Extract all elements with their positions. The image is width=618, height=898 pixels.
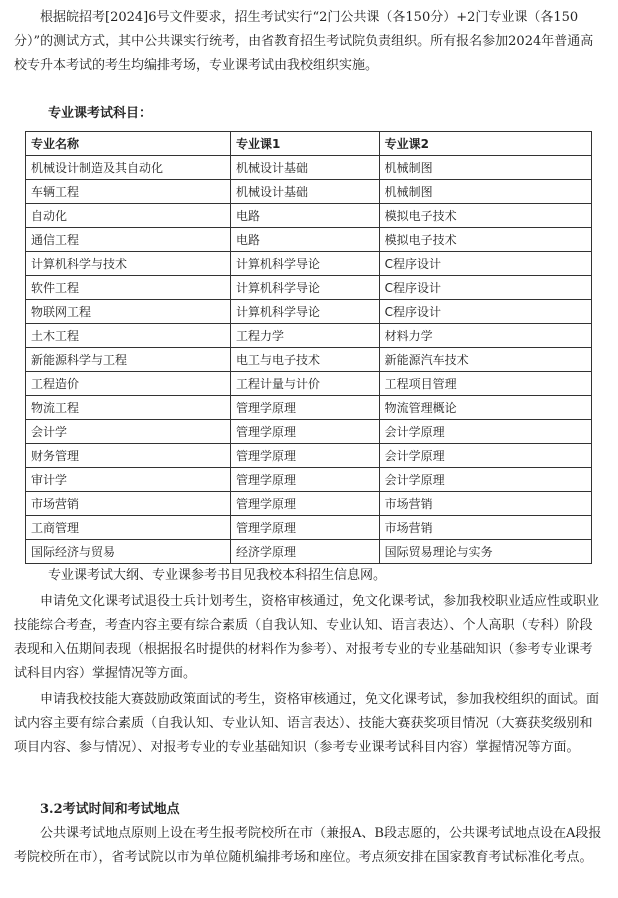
cell-course-2: C程序设计 — [379, 300, 591, 324]
table-row — [26, 252, 592, 276]
header-course-1: 专业课1 — [230, 132, 379, 156]
table-row — [26, 348, 592, 372]
cell-course-2: 市场营销 — [379, 492, 591, 516]
cell-course-2: 物流管理概论 — [379, 396, 591, 420]
cell-major: 市场营销 — [26, 492, 231, 516]
cell-course-1: 管理学原理 — [230, 444, 379, 468]
cell-course-2: 会计学原理 — [379, 420, 591, 444]
cell-course-2: 机械制图 — [379, 180, 591, 204]
cell-course-1: 计算机科学导论 — [230, 252, 379, 276]
cell-major: 土木工程 — [26, 324, 231, 348]
table-body — [26, 156, 592, 564]
table-row — [26, 180, 592, 204]
cell-major: 通信工程 — [26, 228, 231, 252]
location-paragraph: 公共课考试地点原则上设在考生报考院校所在市（兼报A、B段志愿的，公共课考试地点设在A段报考院校所在市），省考试院以市为单位随机编排考场和座位。考点须安排在国家教育考试标准化考点。 — [14, 826, 602, 865]
table-row — [26, 444, 592, 468]
cell-course-1: 经济学原理 — [230, 540, 379, 564]
cell-course-2: 模拟电子技术 — [379, 228, 591, 252]
cell-major: 机械设计制造及其自动化 — [26, 156, 231, 180]
cell-course-2: 材料力学 — [379, 324, 591, 348]
cell-major: 计算机科学与技术 — [26, 252, 231, 276]
cell-course-2: 机械制图 — [379, 156, 591, 180]
cell-course-2: 新能源汽车技术 — [379, 348, 591, 372]
cell-course-1: 管理学原理 — [230, 420, 379, 444]
cell-major: 审计学 — [26, 468, 231, 492]
cell-course-2: C程序设计 — [379, 276, 591, 300]
cell-course-2: 市场营销 — [379, 516, 591, 540]
skills-paragraph: 申请我校技能大赛鼓励政策面试的考生，资格审核通过，免文化课考试，参加我校组织的面试。面试内容主要有综合素质（自我认知、专业认知、语言表达）、技能大赛获奖项目情况（大赛获奖级别和项目内容、参与情况）、对报考专业的专业基础知识（参考专业课考试科目内容）掌握情况等方面。 — [14, 692, 600, 755]
cell-major: 国际经济与贸易 — [26, 540, 231, 564]
cell-major: 物联网工程 — [26, 300, 231, 324]
table-row — [26, 204, 592, 228]
table-row — [26, 396, 592, 420]
header-major: 专业名称 — [26, 132, 231, 156]
table-header-row — [26, 132, 592, 156]
subjects-table — [25, 131, 592, 564]
cell-major: 自动化 — [26, 204, 231, 228]
cell-course-1: 计算机科学导论 — [230, 276, 379, 300]
table-row — [26, 276, 592, 300]
header-course-2: 专业课2 — [379, 132, 591, 156]
table-row — [26, 372, 592, 396]
cell-course-2: 模拟电子技术 — [379, 204, 591, 228]
table-row — [26, 540, 592, 564]
cell-course-1: 管理学原理 — [230, 492, 379, 516]
cell-course-1: 电工与电子技术 — [230, 348, 379, 372]
cell-major: 工商管理 — [26, 516, 231, 540]
cell-course-2: 国际贸易理论与实务 — [379, 540, 591, 564]
table-row — [26, 468, 592, 492]
veterans-paragraph: 申请免文化课考试退役士兵计划考生，资格审核通过，免文化课考试，参加我校职业适应性或职业技能综合考查，考查内容主要有综合素质（自我认知、专业认知、语言表达）、个人高职（专科）阶段表现和入伍期间表现（根据报名时提供的材料作为参考）、对报考专业的专业基础知识（参考专业课考试科目内容）掌握情况等方面。 — [14, 594, 600, 681]
cell-course-1: 机械设计基础 — [230, 156, 379, 180]
cell-major: 工程造价 — [26, 372, 231, 396]
table-row — [26, 300, 592, 324]
cell-course-1: 管理学原理 — [230, 396, 379, 420]
cell-major: 财务管理 — [26, 444, 231, 468]
cell-course-1: 工程计量与计价 — [230, 372, 379, 396]
cell-course-1: 电路 — [230, 228, 379, 252]
table-note: 专业课考试大纲、专业课参考书目见我校本科招生信息网。 — [48, 568, 387, 583]
table-row — [26, 420, 592, 444]
table-row — [26, 156, 592, 180]
table-row — [26, 228, 592, 252]
cell-course-1: 计算机科学导论 — [230, 300, 379, 324]
cell-course-1: 电路 — [230, 204, 379, 228]
cell-course-1: 管理学原理 — [230, 516, 379, 540]
intro-paragraph: 根据皖招考[2024]6号文件要求，招生考试实行“2门公共课（各150分）+2门专业课（各150分）”的测试方式，其中公共课实行统考，由省教育招生考试院负责组织。所有报名参加2024年普通高校专升本考试的考生均编排考场，专业课考试由我校组织实施。 — [14, 10, 594, 73]
cell-course-1: 机械设计基础 — [230, 180, 379, 204]
table-row — [26, 324, 592, 348]
cell-major: 新能源科学与工程 — [26, 348, 231, 372]
table-row — [26, 516, 592, 540]
cell-course-1: 工程力学 — [230, 324, 379, 348]
table-title: 专业课考试科目： — [48, 106, 153, 121]
cell-course-2: C程序设计 — [379, 252, 591, 276]
table-row — [26, 492, 592, 516]
cell-course-1: 管理学原理 — [230, 468, 379, 492]
cell-course-2: 会计学原理 — [379, 444, 591, 468]
cell-course-2: 会计学原理 — [379, 468, 591, 492]
section-title: 3.2考试时间和考试地点 — [40, 802, 180, 817]
cell-major: 物流工程 — [26, 396, 231, 420]
cell-major: 车辆工程 — [26, 180, 231, 204]
cell-major: 会计学 — [26, 420, 231, 444]
cell-major: 软件工程 — [26, 276, 231, 300]
cell-course-2: 工程项目管理 — [379, 372, 591, 396]
